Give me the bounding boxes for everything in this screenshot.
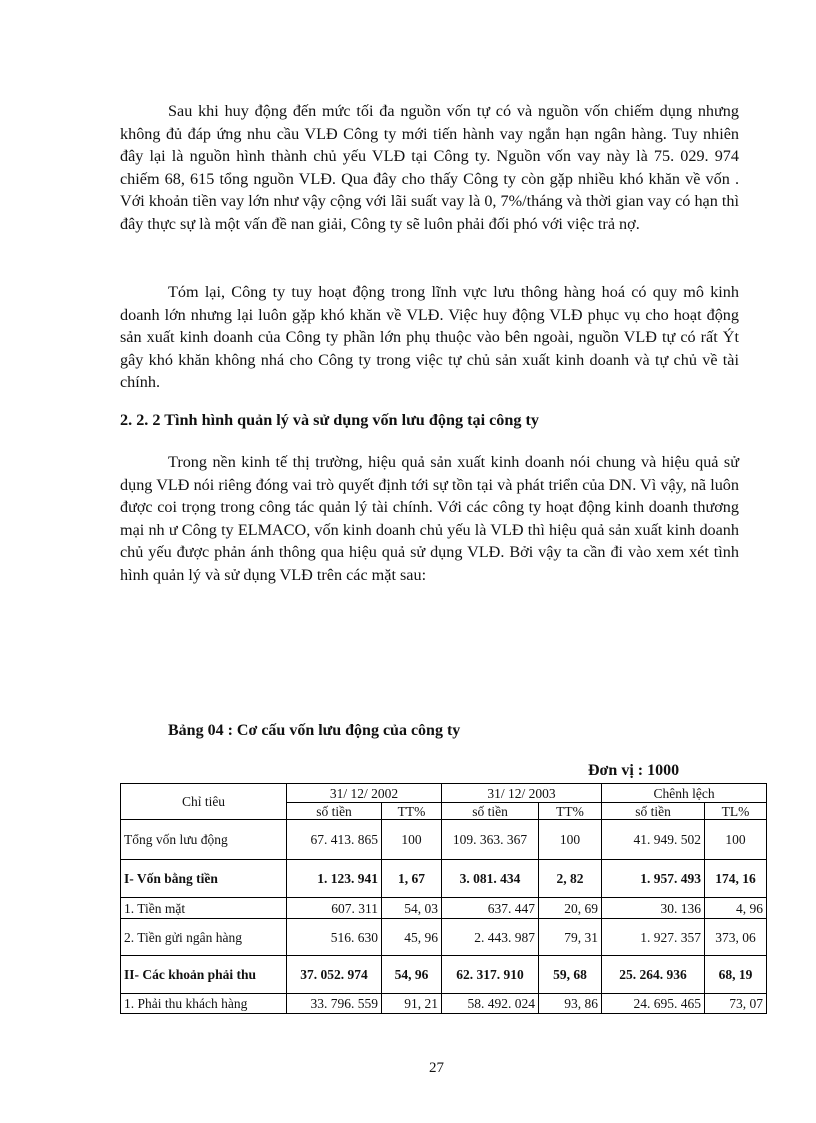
row-label: 1. Phải thu khách hàng [121, 994, 287, 1014]
cell-value: 1. 123. 941 [287, 860, 382, 898]
row-label: 2. Tiền gửi ngân hàng [121, 919, 287, 956]
header-amount-2002: số tiền [287, 803, 382, 820]
section-heading: 2. 2. 2 Tình hình quản lý và sử dụng vốn lưu động tại công ty [120, 411, 540, 429]
table-row [121, 919, 767, 956]
header-period-2003: 31/ 12/ 2003 [442, 784, 602, 803]
row-label: I- Vốn bằng tiền [121, 860, 287, 898]
cell-value: 516. 630 [287, 919, 382, 956]
table-row [121, 820, 767, 860]
cell-value: 37. 052. 974 [287, 956, 382, 994]
cell-value: 79, 31 [539, 919, 602, 956]
table-unit: Đơn vị : 1000 [588, 762, 680, 779]
header-amount-2003: số tiền [442, 803, 539, 820]
cell-value: 1, 67 [382, 860, 442, 898]
cell-value: 73, 07 [705, 994, 767, 1014]
paragraph-efficiency: Trong nền kinh tế thị trường, hiệu quả sản xuất kinh doanh nói chung và hiệu quả sử dụng VLĐ nói riêng đóng vai trò quyết định tới sự tồn tại và phát triển của DN. Vì vậy, nã luôn được coi trọng trong công tác quản lý tài chính. Với các công ty hoạt động kinh doanh thương mại nh ư Công ty ELMACO, vốn kinh doanh chủ yếu là VLĐ thì hiệu quả sản xuất kinh doanh chủ yếu được phản ánh thông qua hiệu quả sử dụng VLĐ. Bởi vậy ta cần đi vào xem xét tình hình quản lý và sử dụng VLĐ trên các mặt sau: [120, 453, 739, 584]
header-indicator: Chỉ tiêu [121, 784, 287, 820]
cell-value: 1. 957. 493 [602, 860, 705, 898]
header-amount-diff: số tiền [602, 803, 705, 820]
table-row [121, 898, 767, 919]
cell-value: 59, 68 [539, 956, 602, 994]
cell-value: 58. 492. 024 [442, 994, 539, 1014]
cell-value: 41. 949. 502 [602, 820, 705, 860]
paragraph-loan-funding: Sau khi huy động đến mức tối đa nguồn vốn tự có và nguồn vốn chiếm dụng nhưng không đủ đáp ứng nhu cầu VLĐ Công ty mới tiến hành vay ngắn hạn ngân hàng. Tuy nhiên đây lại là nguồn hình thành chủ yếu VLĐ tại Công ty. Nguồn vốn vay này là 75. 029. 974 chiếm 68, 615 tổng nguồn VLĐ. Qua đây cho thấy Công ty còn gặp nhiều khó khăn về vốn . Với khoản tiền vay lớn như vậy cộng với lãi suất vay là 0, 7%/tháng và thời gian vay có hạn thì đây thực sự là một vấn đề nan giải, Công ty sẽ luôn phải đối phó với việc trả nợ. [120, 102, 739, 233]
paragraph-summary: Tóm lại, Công ty tuy hoạt động trong lĩnh vực lưu thông hàng hoá có quy mô kinh doanh lớn nhưng lại luôn gặp khó khăn về VLĐ. Việc huy động VLĐ phục vụ cho hoạt động sản xuất kinh doanh của Công ty phần lớn phụ thuộc vào bên ngoài, nguồn VLĐ tự có rất Ýt gây khó khăn không nhá cho Công ty trong việc tự chủ sản xuất kinh doanh và tự chủ về tài chính. [120, 283, 739, 392]
cell-value: 25. 264. 936 [602, 956, 705, 994]
cell-value: 68, 19 [705, 956, 767, 994]
header-difference: Chênh lệch [602, 784, 767, 803]
page-number: 27 [429, 1060, 444, 1076]
cell-value: 2, 82 [539, 860, 602, 898]
table-row [121, 860, 767, 898]
header-share-2002: TT% [382, 803, 442, 820]
cell-value: 100 [382, 820, 442, 860]
table-title: Bảng 04 : Cơ cấu vốn lưu động của công ty [168, 722, 461, 739]
cell-value: 91, 21 [382, 994, 442, 1014]
header-ratio-diff: TL% [705, 803, 767, 820]
cell-value: 373, 06 [705, 919, 767, 956]
cell-value: 45, 96 [382, 919, 442, 956]
cell-value: 1. 927. 357 [602, 919, 705, 956]
row-label: 1. Tiền mặt [121, 898, 287, 919]
cell-value: 67. 413. 865 [287, 820, 382, 860]
cell-value: 4, 96 [705, 898, 767, 919]
cell-value: 54, 96 [382, 956, 442, 994]
cell-value: 62. 317. 910 [442, 956, 539, 994]
header-share-2003: TT% [539, 803, 602, 820]
cell-value: 20, 69 [539, 898, 602, 919]
table-row [121, 956, 767, 994]
cell-value: 109. 363. 367 [442, 820, 539, 860]
cell-value: 637. 447 [442, 898, 539, 919]
table-row [121, 994, 767, 1014]
cell-value: 30. 136 [602, 898, 705, 919]
cell-value: 54, 03 [382, 898, 442, 919]
cell-value: 174, 16 [705, 860, 767, 898]
cell-value: 33. 796. 559 [287, 994, 382, 1014]
cell-value: 607. 311 [287, 898, 382, 919]
cell-value: 100 [705, 820, 767, 860]
cell-value: 24. 695. 465 [602, 994, 705, 1014]
cell-value: 93, 86 [539, 994, 602, 1014]
cell-value: 100 [539, 820, 602, 860]
row-label: II- Các khoản phải thu [121, 956, 287, 994]
row-label: Tổng vốn lưu động [121, 820, 287, 860]
header-period-2002: 31/ 12/ 2002 [287, 784, 442, 803]
working-capital-table [120, 783, 767, 1014]
cell-value: 2. 443. 987 [442, 919, 539, 956]
cell-value: 3. 081. 434 [442, 860, 539, 898]
